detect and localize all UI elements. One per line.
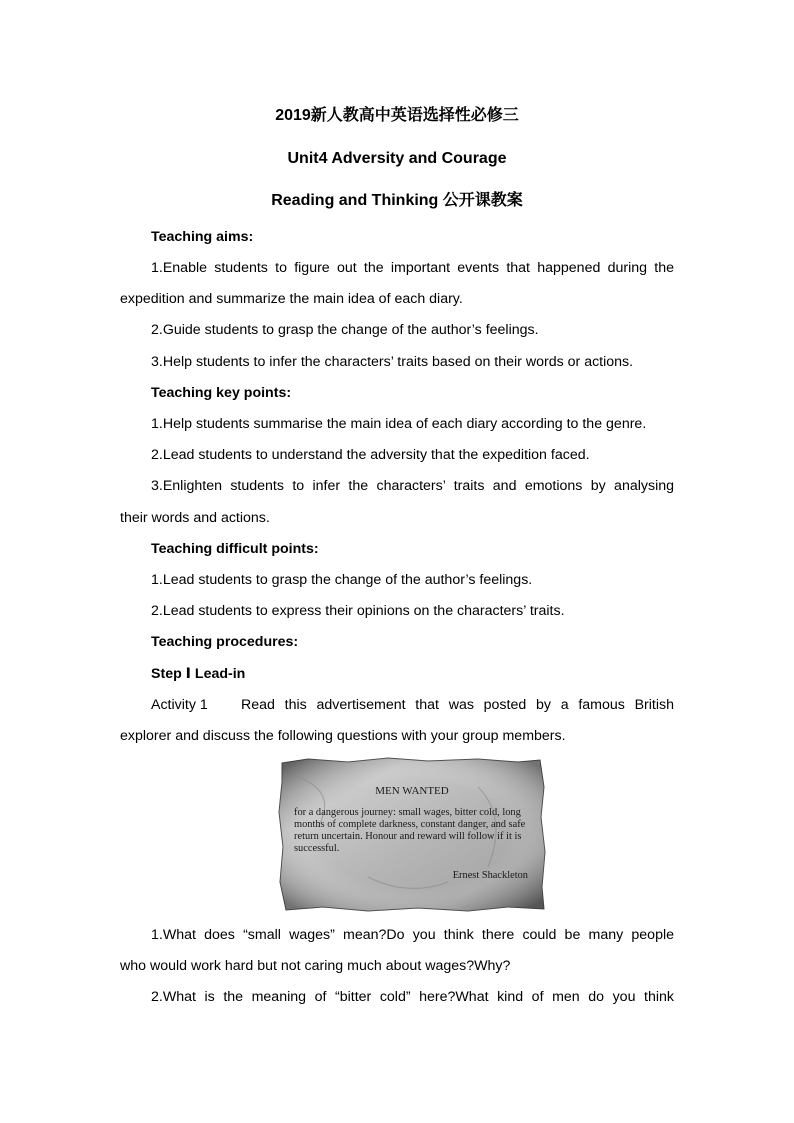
ad-heading: MEN WANTED <box>375 785 449 797</box>
key-points-heading: Teaching key points: <box>151 385 292 401</box>
question-1-line-2: who would work hard but not caring much about wages?Why? <box>120 958 511 974</box>
question-1-line-1: 1.What does “small wages” mean?Do you think there could be many people <box>151 927 674 943</box>
activity-1-label: Activity 1 <box>151 697 208 713</box>
procedures-heading: Teaching procedures: <box>151 634 299 650</box>
aim-1-line-1: 1.Enable students to figure out the important events that happened during the <box>151 260 674 276</box>
advertisement-image <box>278 757 546 912</box>
aim-1-line-2: expedition and summarize the main idea of each diary. <box>120 291 463 307</box>
teaching-aims-heading: Teaching aims: <box>151 229 254 245</box>
activity-1-line-2: explorer and discuss the following questions with your group members. <box>120 728 566 744</box>
key-point-2: 2.Lead students to understand the adversity that the expedition faced. <box>151 447 590 463</box>
step-1-heading: Step Ⅰ Lead-in <box>151 666 246 682</box>
activity-1-line-1: Read this advertisement that was posted by a famous British <box>241 697 674 713</box>
key-point-3-line-1: 3.Enlighten students to infer the characters’ traits and emotions by analysing <box>151 478 674 494</box>
key-point-1: 1.Help students summarise the main idea of each diary according to the genre. <box>151 416 647 432</box>
aim-2: 2.Guide students to grasp the change of the author’s feelings. <box>151 322 539 338</box>
key-point-3-line-2: their words and actions. <box>120 510 270 526</box>
difficult-points-heading: Teaching difficult points: <box>151 541 319 557</box>
difficult-point-2: 2.Lead students to express their opinions on the characters’ traits. <box>151 603 565 619</box>
aim-3: 3.Help students to infer the characters’ traits based on their words or actions. <box>151 354 634 370</box>
unit-title: Unit4 Adversity and Courage <box>287 150 507 167</box>
difficult-point-1: 1.Lead students to grasp the change of the author’s feelings. <box>151 572 533 588</box>
ad-body: for a dangerous journey: small wages, bitter cold, long months of complete darkness, constant danger, and safe return uncertain. Honour and reward will follow if it is successful. <box>294 807 526 854</box>
question-2-line-1: 2.What is the meaning of “bitter cold” here?What kind of men do you think <box>151 989 674 1005</box>
lesson-title: Reading and Thinking 公开课教案 <box>271 192 523 209</box>
ad-signature: Ernest Shackleton <box>452 870 528 881</box>
document-title: 2019新人教高中英语选择性必修三 <box>275 107 519 124</box>
